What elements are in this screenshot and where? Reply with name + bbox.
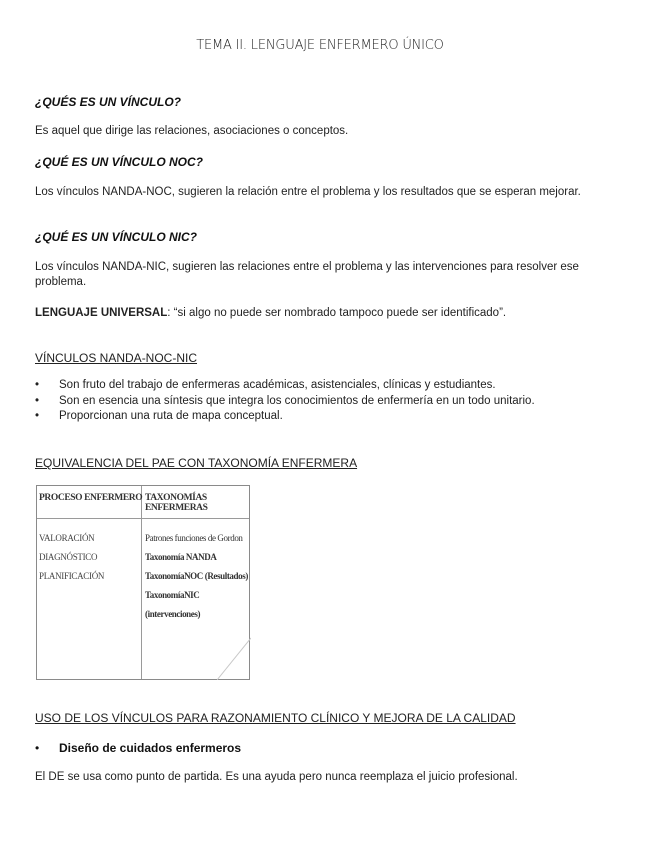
- question-vinculo-nic: ¿QUÉ ES UN VÍNCULO NIC?: [35, 230, 198, 244]
- answer-vinculo: Es aquel que dirige las relaciones, asociaciones o conceptos.: [35, 125, 349, 137]
- table-header-taxonomias: TAXONOMÍAS ENFERMERAS: [145, 493, 208, 513]
- question-vinculo-noc: ¿QUÉ ES UN VÍNCULO NOC?: [35, 155, 204, 169]
- section-vinculos-heading: VÍNCULOS NANDA-NOC-NIC: [35, 351, 198, 365]
- universal-quote: : “si algo no puede ser nombrado tampoco puede ser identificado”.: [167, 307, 507, 319]
- table-cell: VALORACIÓN: [39, 533, 95, 543]
- question-vinculo: ¿QUÉS ES UN VÍNCULO?: [35, 95, 182, 109]
- universal-language: [35, 306, 615, 321]
- vinculos-bullet-list: [35, 378, 635, 425]
- page-title: TEMA II. LENGUAJE ENFERMERO ÚNICO: [196, 38, 444, 53]
- table-cell: Patrones funciones de Gordon: [145, 533, 243, 543]
- bullet-icon: •: [35, 741, 40, 755]
- bullet-icon: •: [35, 394, 40, 407]
- table-column-taxonomias: [145, 529, 248, 624]
- answer-vinculo-nic: Los vínculos NANDA-NIC, sugieren las relaciones entre el problema y las intervenciones para resolver ese problema.: [35, 261, 579, 288]
- list-item: • Proporcionan una ruta de mapa conceptual.: [35, 409, 635, 425]
- bullet-icon: •: [35, 410, 40, 422]
- table-cell: TaxonomíaNIC: [145, 590, 200, 600]
- universal-label: LENGUAJE UNIVERSAL: [35, 307, 168, 319]
- equivalence-table: [36, 485, 250, 680]
- table-cell: TaxonomíaNOC (Resultados): [145, 571, 248, 581]
- section-equivalencia-heading: EQUIVALENCIA DEL PAE CON TAXONOMÍA ENFERMERA: [35, 456, 358, 470]
- table-cell: DIAGNÓSTICO: [39, 552, 98, 562]
- answer-vinculo-noc: Los vínculos NANDA-NOC, sugieren la relación entre el problema y los resultados que se esperan mejorar.: [35, 186, 581, 198]
- list-item: • Son en esencia una síntesis que integra los conocimientos de enfermería en un todo unitario.: [35, 394, 635, 410]
- bullet-diseno: • Diseño de cuidados enfermeros: [35, 741, 242, 755]
- bullet-icon: •: [35, 379, 40, 391]
- table-column-divider: [141, 486, 142, 679]
- final-paragraph: El DE se usa como punto de partida. Es una ayuda pero nunca reemplaza el juicio profesional.: [35, 771, 518, 783]
- table-cell: Taxonomía NANDA: [145, 552, 217, 562]
- table-header-divider: [37, 518, 249, 519]
- table-cell: (intervenciones): [145, 609, 201, 619]
- section-uso-heading: USO DE LOS VÍNCULOS PARA RAZONAMIENTO CLÍNICO Y MEJORA DE LA CALIDAD: [35, 711, 516, 725]
- table-header-proceso: PROCESO ENFERMERO: [39, 493, 143, 503]
- table-cell: PLANIFICACIÓN: [39, 571, 105, 581]
- list-item: • Son fruto del trabajo de enfermeras académicas, asistenciales, clínicas y estudiantes.: [35, 378, 635, 394]
- table-corner-mark: [217, 636, 251, 680]
- table-column-proceso: [39, 529, 104, 586]
